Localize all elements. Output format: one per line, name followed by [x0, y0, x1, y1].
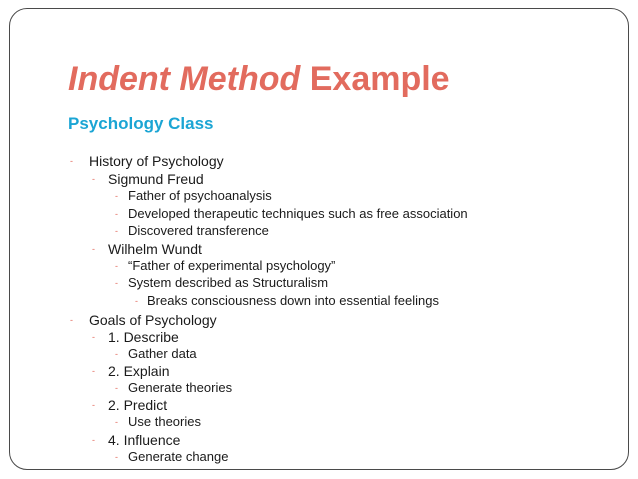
- outline-item-level-1: [0, 152, 630, 170]
- outline-item-level-2: [0, 240, 630, 258]
- outline-item-level-3: [0, 379, 630, 397]
- outline-item-text: Father of psychoanalysis: [128, 188, 272, 203]
- bullet-dash-icon: -: [92, 435, 95, 445]
- title-italic-part: Indent Method: [68, 60, 301, 98]
- slide-subtitle: Psychology Class: [68, 114, 214, 133]
- outline-item-text: Wilhelm Wundt: [108, 241, 202, 257]
- bullet-dash-icon: -: [92, 174, 95, 184]
- outline-item-level-3: [0, 187, 630, 205]
- outline-item-level-2: [0, 170, 630, 188]
- outline-item-text: Use theories: [128, 414, 201, 429]
- outline-item-level-2: [0, 431, 630, 449]
- outline-item-level-3: [0, 205, 630, 223]
- outline-item-level-3: [0, 413, 630, 431]
- outline-item-text: 2. Explain: [108, 363, 170, 379]
- outline-item-text: Sigmund Freud: [108, 171, 204, 187]
- bullet-dash-icon: -: [92, 332, 95, 342]
- outline-item-text: 2. Predict: [108, 397, 168, 413]
- outline-item-level-2: [0, 362, 630, 380]
- outline-item-text: Breaks consciousness down into essential feelings: [147, 293, 439, 308]
- outline-item-level-3: [0, 274, 630, 292]
- outline-item-text: 4. Influence: [108, 432, 181, 448]
- outline-item-text: Goals of Psychology: [89, 312, 217, 328]
- outline-item-level-2: [0, 396, 630, 414]
- bullet-dash-icon: -: [92, 244, 95, 254]
- bullet-dash-icon: -: [115, 226, 118, 236]
- bullet-dash-icon: -: [135, 296, 138, 306]
- bullet-dash-icon: -: [115, 191, 118, 201]
- title-rest-part: Example: [300, 60, 450, 98]
- outline-item-level-4: [0, 292, 630, 310]
- outline-item-level-1: [0, 311, 630, 329]
- bullet-dash-icon: -: [70, 315, 73, 325]
- outline-item-text: Discovered transference: [128, 223, 269, 238]
- outline-item-level-3: [0, 257, 630, 275]
- bullet-dash-icon: -: [115, 383, 118, 393]
- outline-item-text: Generate change: [128, 449, 229, 464]
- outline-item-level-3: [0, 448, 630, 466]
- bullet-dash-icon: -: [92, 366, 95, 376]
- outline-item-text: History of Psychology: [89, 153, 224, 169]
- outline-item-level-3: [0, 222, 630, 240]
- outline-item-text: “Father of experimental psychology”: [128, 258, 336, 273]
- outline-item-level-3: [0, 345, 630, 363]
- bullet-dash-icon: -: [70, 156, 73, 166]
- outline-item-text: Developed therapeutic techniques such as free association: [128, 206, 468, 221]
- outline-item-text: System described as Structuralism: [128, 275, 329, 290]
- outline-item-text: 1. Describe: [108, 329, 179, 345]
- bullet-dash-icon: -: [115, 261, 118, 271]
- outline-item-level-2: [0, 328, 630, 346]
- bullet-dash-icon: -: [115, 452, 118, 462]
- outline-item-text: Gather data: [128, 346, 197, 361]
- bullet-dash-icon: -: [115, 209, 118, 219]
- bullet-dash-icon: -: [115, 417, 118, 427]
- outline-item-text: Generate theories: [128, 380, 233, 395]
- bullet-dash-icon: -: [92, 400, 95, 410]
- bullet-dash-icon: -: [115, 278, 118, 288]
- bullet-dash-icon: -: [115, 349, 118, 359]
